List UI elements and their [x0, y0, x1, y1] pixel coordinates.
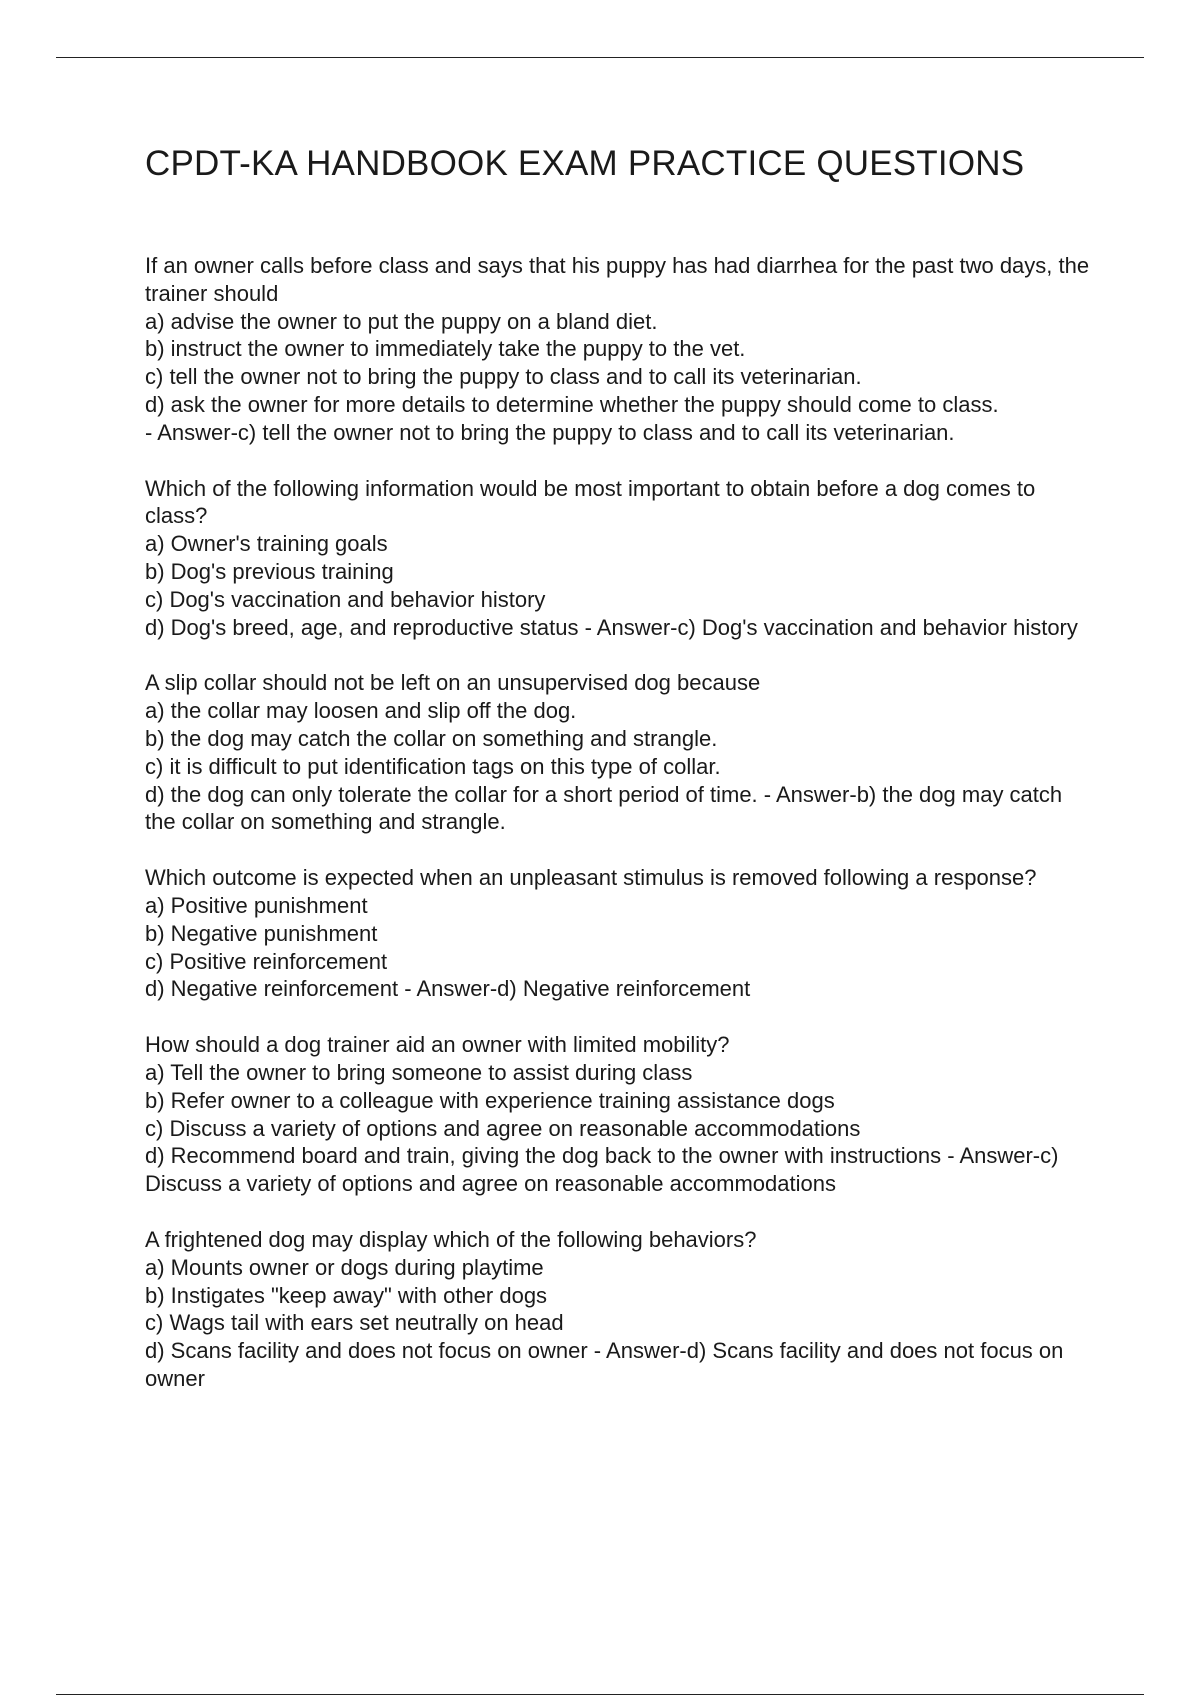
option-c: c) Positive reinforcement — [145, 948, 388, 974]
option-d-with-answer: d) Negative reinforcement - Answer-d) Negative reinforcement — [145, 976, 751, 1002]
question-text: A frightened dog may display which of the following behaviors? — [145, 1226, 757, 1252]
option-c: c) Wags tail with ears set neutrally on head — [145, 1310, 564, 1336]
question-block-4 — [145, 864, 1090, 1003]
option-a: a) advise the owner to put the puppy on a bland diet. — [145, 308, 658, 334]
option-d-with-answer: d) Dog's breed, age, and reproductive status - Answer-c) Dog's vaccination and behavior history — [145, 614, 1078, 640]
option-a: a) Mounts owner or dogs during playtime — [145, 1254, 544, 1280]
question-text: Which outcome is expected when an unpleasant stimulus is removed following a response? — [145, 865, 1037, 891]
page-title: CPDT-KA HANDBOOK EXAM PRACTICE QUESTIONS — [145, 144, 1025, 183]
bottom-divider — [56, 1694, 1144, 1695]
top-divider — [56, 57, 1144, 58]
option-d-with-answer: d) Recommend board and train, giving the dog back to the owner with instructions - Answer-c) Discuss a variety of options and agree on reasonable accommodations — [145, 1143, 1059, 1197]
option-b: b) Negative punishment — [145, 920, 378, 946]
question-text: How should a dog trainer aid an owner with limited mobility? — [145, 1032, 730, 1058]
option-c: c) it is difficult to put identification tags on this type of collar. — [145, 753, 721, 779]
question-block-1 — [145, 252, 1090, 447]
option-a: a) Owner's training goals — [145, 531, 388, 557]
option-a: a) Tell the owner to bring someone to assist during class — [145, 1059, 693, 1085]
question-block-2 — [145, 475, 1090, 642]
option-c: c) Discuss a variety of options and agree on reasonable accommodations — [145, 1115, 861, 1141]
question-text: Which of the following information would be most important to obtain before a dog comes to class? — [145, 475, 1036, 529]
question-block-6 — [145, 1226, 1090, 1393]
option-c: c) tell the owner not to bring the puppy to class and to call its veterinarian. — [145, 364, 862, 390]
question-block-5 — [145, 1031, 1090, 1198]
option-a: a) the collar may loosen and slip off the dog. — [145, 698, 577, 724]
question-block-3 — [145, 669, 1090, 836]
option-b: b) the dog may catch the collar on something and strangle. — [145, 725, 718, 751]
option-d-with-answer: d) the dog can only tolerate the collar for a short period of time. - Answer-b) the dog may catch the collar on something and strangle. — [145, 781, 1063, 835]
question-text: A slip collar should not be left on an unsupervised dog because — [145, 670, 761, 696]
option-a: a) Positive punishment — [145, 892, 368, 918]
document-body — [145, 140, 1090, 1421]
option-b: b) Refer owner to a colleague with experience training assistance dogs — [145, 1087, 835, 1113]
option-d: d) ask the owner for more details to determine whether the puppy should come to class. — [145, 391, 999, 417]
answer-text: - Answer-c) tell the owner not to bring the puppy to class and to call its veterinarian. — [145, 419, 955, 445]
option-d-with-answer: d) Scans facility and does not focus on owner - Answer-d) Scans facility and does not focus on owner — [145, 1338, 1064, 1391]
option-b: b) instruct the owner to immediately take the puppy to the vet. — [145, 336, 746, 362]
option-c: c) Dog's vaccination and behavior history — [145, 586, 546, 612]
option-b: b) Instigates "keep away" with other dogs — [145, 1282, 548, 1308]
question-text: If an owner calls before class and says that his puppy has had diarrhea for the past two days, the trainer should — [145, 253, 1090, 306]
option-b: b) Dog's previous training — [145, 558, 394, 584]
